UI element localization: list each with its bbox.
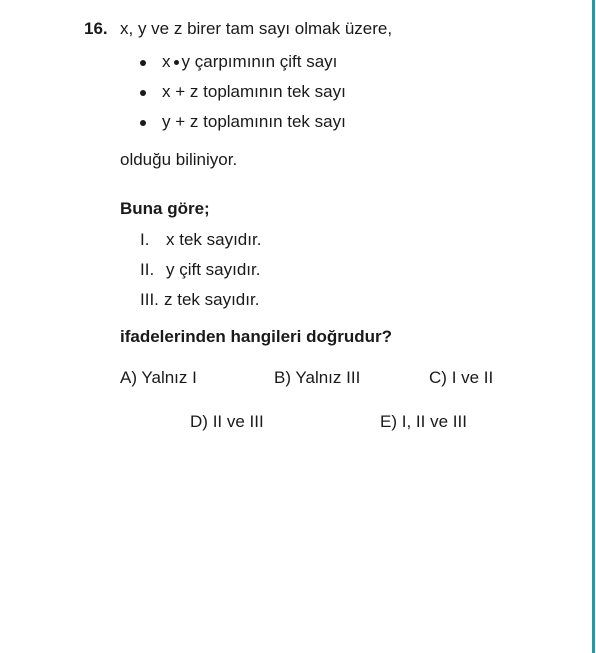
- condition-3-op: +: [175, 112, 186, 131]
- statement-1: [140, 230, 261, 250]
- question-number: 16.: [84, 19, 108, 38]
- statement-1-label: I.: [140, 230, 150, 249]
- statement-1-text: x tek sayıdır.: [166, 230, 262, 249]
- option-c-key: C): [429, 368, 447, 387]
- bullet-icon: [140, 52, 146, 72]
- statement-2-text: y çift sayıdır.: [166, 260, 261, 279]
- prompt-heading: Buna göre;: [120, 199, 210, 218]
- statement-3-text: z tek sayıdır.: [164, 290, 260, 309]
- option-d-text: II ve III: [212, 412, 264, 431]
- option-e-text: I, II ve III: [401, 412, 467, 431]
- option-a-key: A): [120, 368, 137, 387]
- statement-2-label: II.: [140, 260, 155, 279]
- condition-2-text: toplamının tek sayı: [203, 82, 346, 101]
- statement-3-label: III.: [140, 290, 159, 309]
- condition-1-b: y: [181, 52, 190, 71]
- condition-2-b: z: [189, 82, 199, 101]
- option-b[interactable]: [274, 368, 360, 388]
- condition-3-text: toplamının tek sayı: [203, 112, 346, 131]
- condition-2-a: x: [162, 82, 171, 101]
- bullet-icon: [140, 82, 146, 102]
- option-e[interactable]: [380, 412, 467, 432]
- multiply-dot-icon: [174, 60, 179, 65]
- condition-2: [162, 82, 346, 102]
- statement-3: [140, 290, 259, 310]
- option-a[interactable]: [120, 368, 197, 388]
- condition-1-text: çarpımının çift sayı: [194, 52, 338, 71]
- option-b-key: B): [274, 368, 291, 387]
- condition-1: [162, 52, 337, 72]
- option-a-text: Yalnız I: [141, 368, 197, 387]
- question-ask: ifadelerinden hangileri doğrudur?: [120, 327, 393, 346]
- condition-3-b: z: [189, 112, 199, 131]
- condition-2-op: +: [175, 82, 186, 101]
- condition-1-a: x: [162, 52, 171, 71]
- option-d[interactable]: [190, 412, 264, 432]
- option-b-text: Yalnız III: [295, 368, 361, 387]
- option-c[interactable]: [429, 368, 493, 388]
- bullet-icon: [140, 112, 146, 132]
- known-statement: olduğu biliniyor.: [120, 150, 238, 169]
- condition-3-a: y: [162, 112, 171, 131]
- option-c-text: I ve II: [451, 368, 494, 387]
- statement-2: [140, 260, 260, 280]
- condition-3: [162, 112, 346, 132]
- option-d-key: D): [190, 412, 208, 431]
- option-e-key: E): [380, 412, 397, 431]
- page-margin-rule: [592, 0, 595, 653]
- question-stem: x, y ve z birer tam sayı olmak üzere,: [120, 19, 393, 38]
